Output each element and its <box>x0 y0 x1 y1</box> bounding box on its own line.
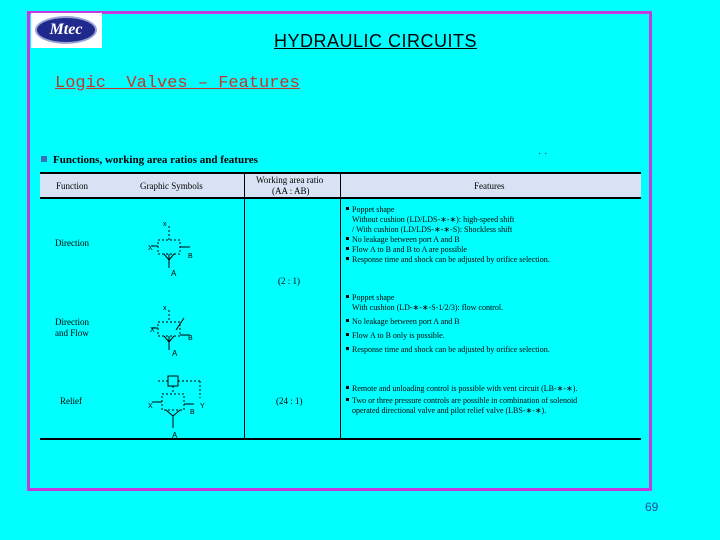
bullet-icon <box>346 319 349 322</box>
bullet-icon <box>346 386 349 389</box>
feature-item: Response time and shock can be adjusted by orifice selection. <box>346 345 640 355</box>
header-ratio: Working area ratio <box>256 175 324 185</box>
bullet-icon <box>346 257 349 260</box>
bullet-icon <box>346 347 349 350</box>
slide-title: HYDRAULIC CIRCUITS <box>274 31 478 51</box>
section-heading: Functions, working area ratios and features <box>41 154 258 166</box>
bullet-icon <box>346 247 349 250</box>
direction-flow-valve-symbol <box>140 302 220 360</box>
bullet-icon <box>346 295 349 298</box>
feature-item: Flow A to B and B to A are possible <box>346 245 640 255</box>
row-function: Direction <box>55 317 89 327</box>
feature-item: With cushion (LD-∗-∗-S-1/2/3): flow control. <box>352 303 504 312</box>
symbol-label: A <box>172 431 178 440</box>
header-function: Function <box>56 181 89 191</box>
symbol-label: X <box>150 327 155 334</box>
row-features <box>346 384 640 416</box>
features-table <box>40 172 641 440</box>
page-number: 69 <box>645 500 659 514</box>
column-divider <box>244 172 245 440</box>
feature-item: Poppet shape <box>346 205 640 215</box>
symbol-label: x <box>163 305 167 312</box>
feature-item: Two or three pressure controls are possible in combination of solenoid <box>346 396 640 406</box>
direction-valve-symbol <box>140 216 220 278</box>
feature-item: Poppet shape <box>346 293 640 303</box>
slide-subtitle: Logic Valves – Features <box>55 74 300 93</box>
row-ratio: (2 : 1) <box>278 276 300 286</box>
symbol-label: A <box>172 349 178 358</box>
row-function: Direction <box>55 238 89 248</box>
feature-item: Remote and unloading control is possible with vent circuit (LB-∗-∗). <box>346 384 640 394</box>
symbol-label: A <box>171 269 177 278</box>
table-bottom-rule <box>40 438 641 440</box>
bullet-icon <box>346 333 349 336</box>
symbol-label: B <box>190 409 195 416</box>
bullet-icon <box>41 156 47 162</box>
symbol-label: X <box>148 245 153 252</box>
bullet-icon <box>346 237 349 240</box>
feature-item: Response time and shock can be adjusted by orifice selection. <box>346 255 640 265</box>
row-features <box>346 205 640 265</box>
row-function: Relief <box>60 396 82 406</box>
company-logo <box>31 13 102 48</box>
relief-valve-symbol <box>144 368 244 440</box>
header-symbols: Graphic Symbols <box>140 181 203 191</box>
symbol-label: x <box>163 221 167 228</box>
logo-emblem: Mtec <box>35 16 97 44</box>
symbol-label: B <box>188 335 193 342</box>
symbol-label: Y <box>200 403 205 410</box>
feature-item: / With cushion (LD/LDS-∗-∗-S): Shockless shift <box>352 225 513 234</box>
row-features <box>346 293 640 355</box>
symbol-label: X <box>148 403 153 410</box>
header-features: Features <box>474 181 505 191</box>
feature-item: No leakage between port A and B <box>346 317 640 327</box>
feature-item: Without cushion (LD/LDS-∗-∗): high-speed shift <box>352 215 515 224</box>
feature-item: No leakage between port A and B <box>346 235 640 245</box>
row-function-cont: and Flow <box>55 328 89 338</box>
feature-item: operated directional valve and pilot relief valve (LBS-∗-∗). <box>352 406 547 415</box>
corner-mark: · · <box>538 148 548 159</box>
header-ratio-sub: (AA : AB) <box>272 186 310 196</box>
symbol-label: B <box>188 253 193 260</box>
bullet-icon <box>346 398 349 401</box>
column-divider <box>340 172 341 440</box>
bullet-icon <box>346 207 349 210</box>
feature-item: Flow A to B only is possible. <box>346 331 640 341</box>
row-ratio: (24 : 1) <box>276 396 303 406</box>
